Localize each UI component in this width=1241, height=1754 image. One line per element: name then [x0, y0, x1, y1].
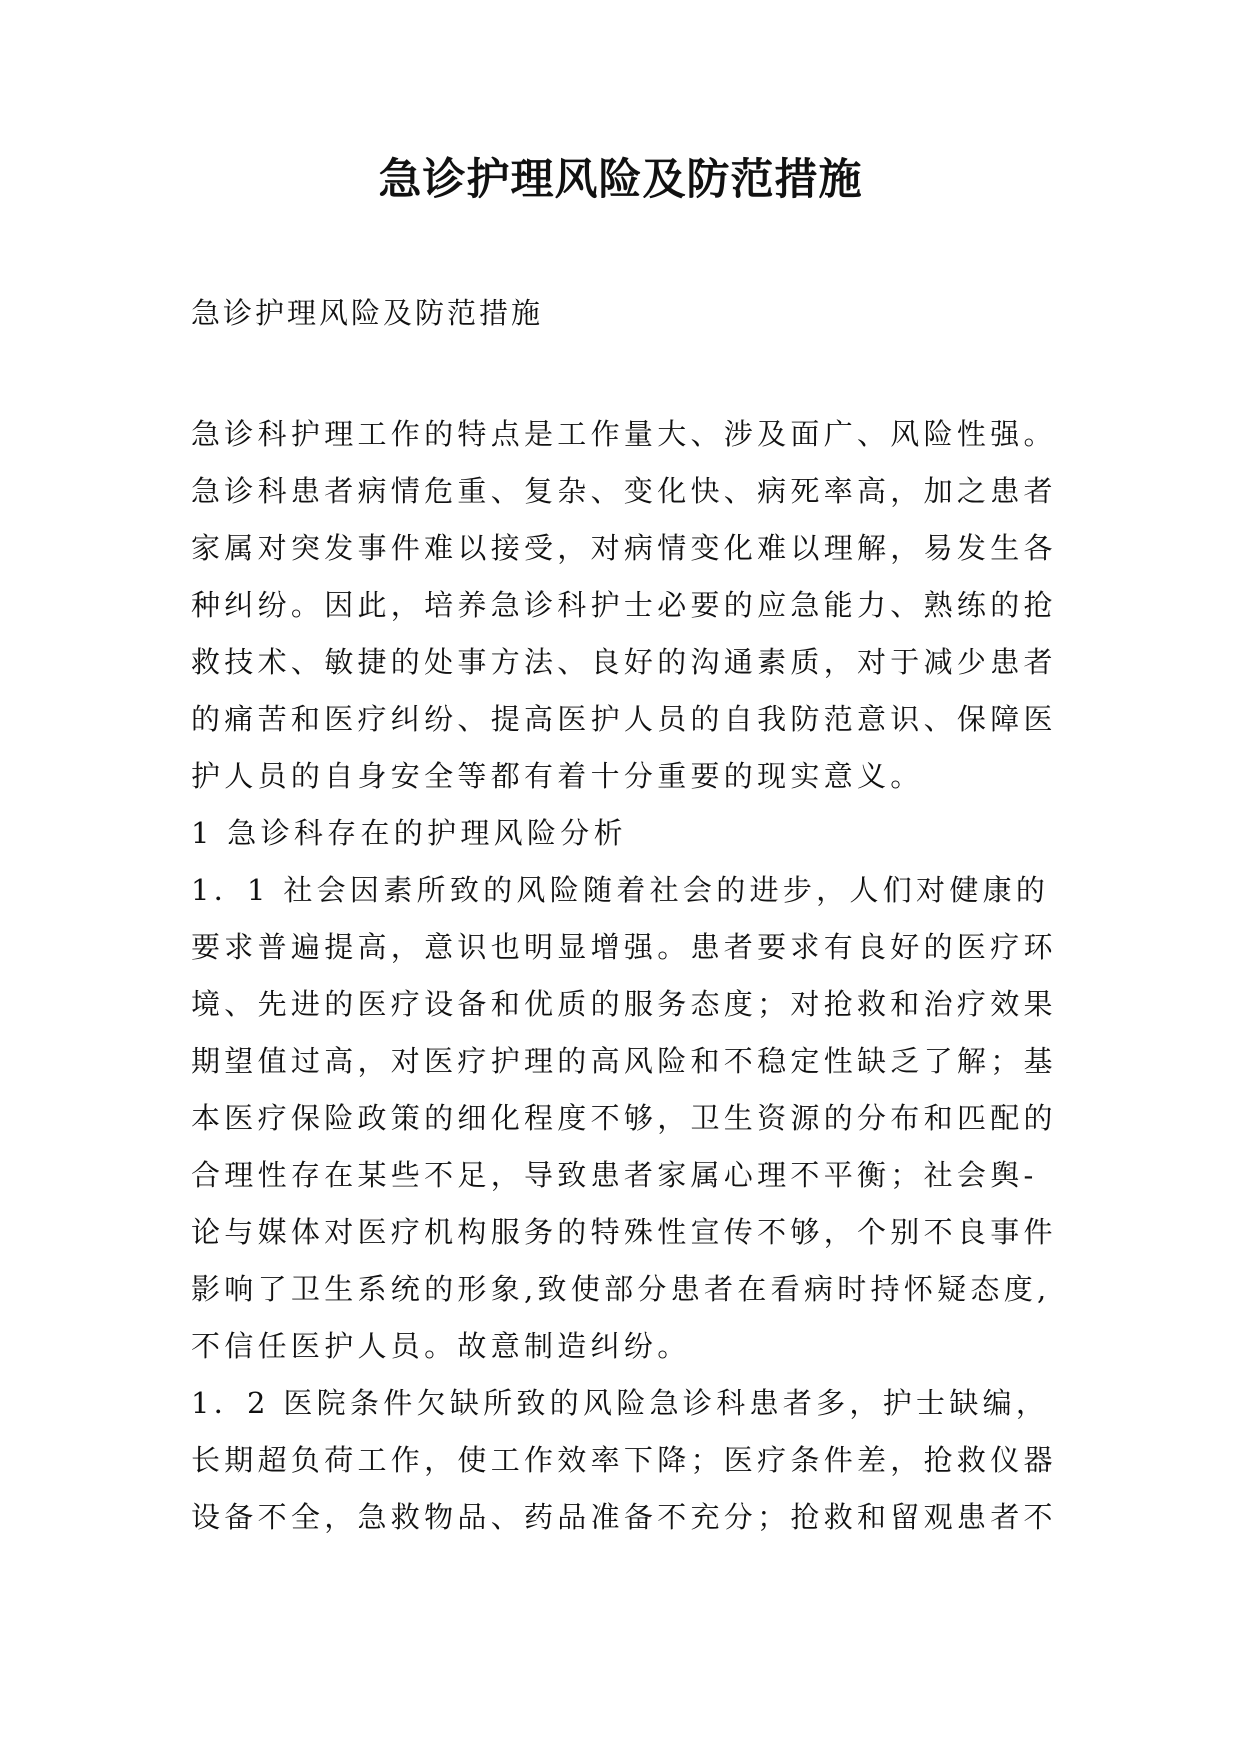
- text-line: 期望值过高，对医疗护理的高风险和不稳定性缺乏了解；基: [191, 1044, 1057, 1078]
- text-line: 影响了卫生系统的形象,致使部分患者在看病时持怀疑态度,: [191, 1272, 1051, 1306]
- text-line: 急诊科患者病情危重、复杂、变化快、病死率高，加之患者: [191, 474, 1057, 508]
- section-heading: 1 急诊科存在的护理风险分析: [191, 816, 627, 850]
- text-line: 种纠纷。因此，培养急诊科护士必要的应急能力、熟练的抢: [191, 588, 1057, 622]
- text-line: 护人员的自身安全等都有着十分重要的现实意义。: [191, 759, 924, 793]
- text-line: 1．1 社会因素所致的风险随着社会的进步，人们对健康的: [191, 873, 1050, 907]
- text-line: 设备不全，急救物品、药品准备不充分；抢救和留观患者不: [191, 1500, 1057, 1534]
- text-line: 境、先进的医疗设备和优质的服务态度；对抢救和治疗效果: [191, 987, 1057, 1021]
- text-line: 论与媒体对医疗机构服务的特殊性宣传不够，个别不良事件: [191, 1215, 1057, 1249]
- text-line: 本医疗保险政策的细化程度不够，卫生资源的分布和匹配的: [191, 1101, 1057, 1135]
- text-line: 救技术、敏捷的处事方法、良好的沟通素质，对于减少患者: [191, 645, 1057, 679]
- text-line: 要求普遍提高，意识也明显增强。患者要求有良好的医疗环: [191, 930, 1057, 964]
- document-title: 急诊护理风险及防范措施: [378, 155, 863, 205]
- text-line: 的痛苦和医疗纠纷、提高医护人员的自我防范意识、保障医: [191, 702, 1057, 736]
- text-line: 合理性存在某些不足，导致患者家属心理不平衡；社会舆-: [191, 1158, 1038, 1192]
- text-line: 急诊科护理工作的特点是工作量大、涉及面广、风险性强。: [191, 417, 1057, 451]
- document-subtitle: 急诊护理风险及防范措施: [191, 296, 544, 330]
- text-line: 长期超负荷工作，使工作效率下降；医疗条件差，抢救仪器: [191, 1443, 1057, 1477]
- text-line: 不信任医护人员。故意制造纠纷。: [191, 1329, 691, 1363]
- text-line: 1．2 医院条件欠缺所致的风险急诊科患者多，护士缺编，: [191, 1386, 1050, 1420]
- document-body: [191, 406, 1071, 1546]
- text-line: 家属对突发事件难以接受，对病情变化难以理解，易发生各: [191, 531, 1057, 565]
